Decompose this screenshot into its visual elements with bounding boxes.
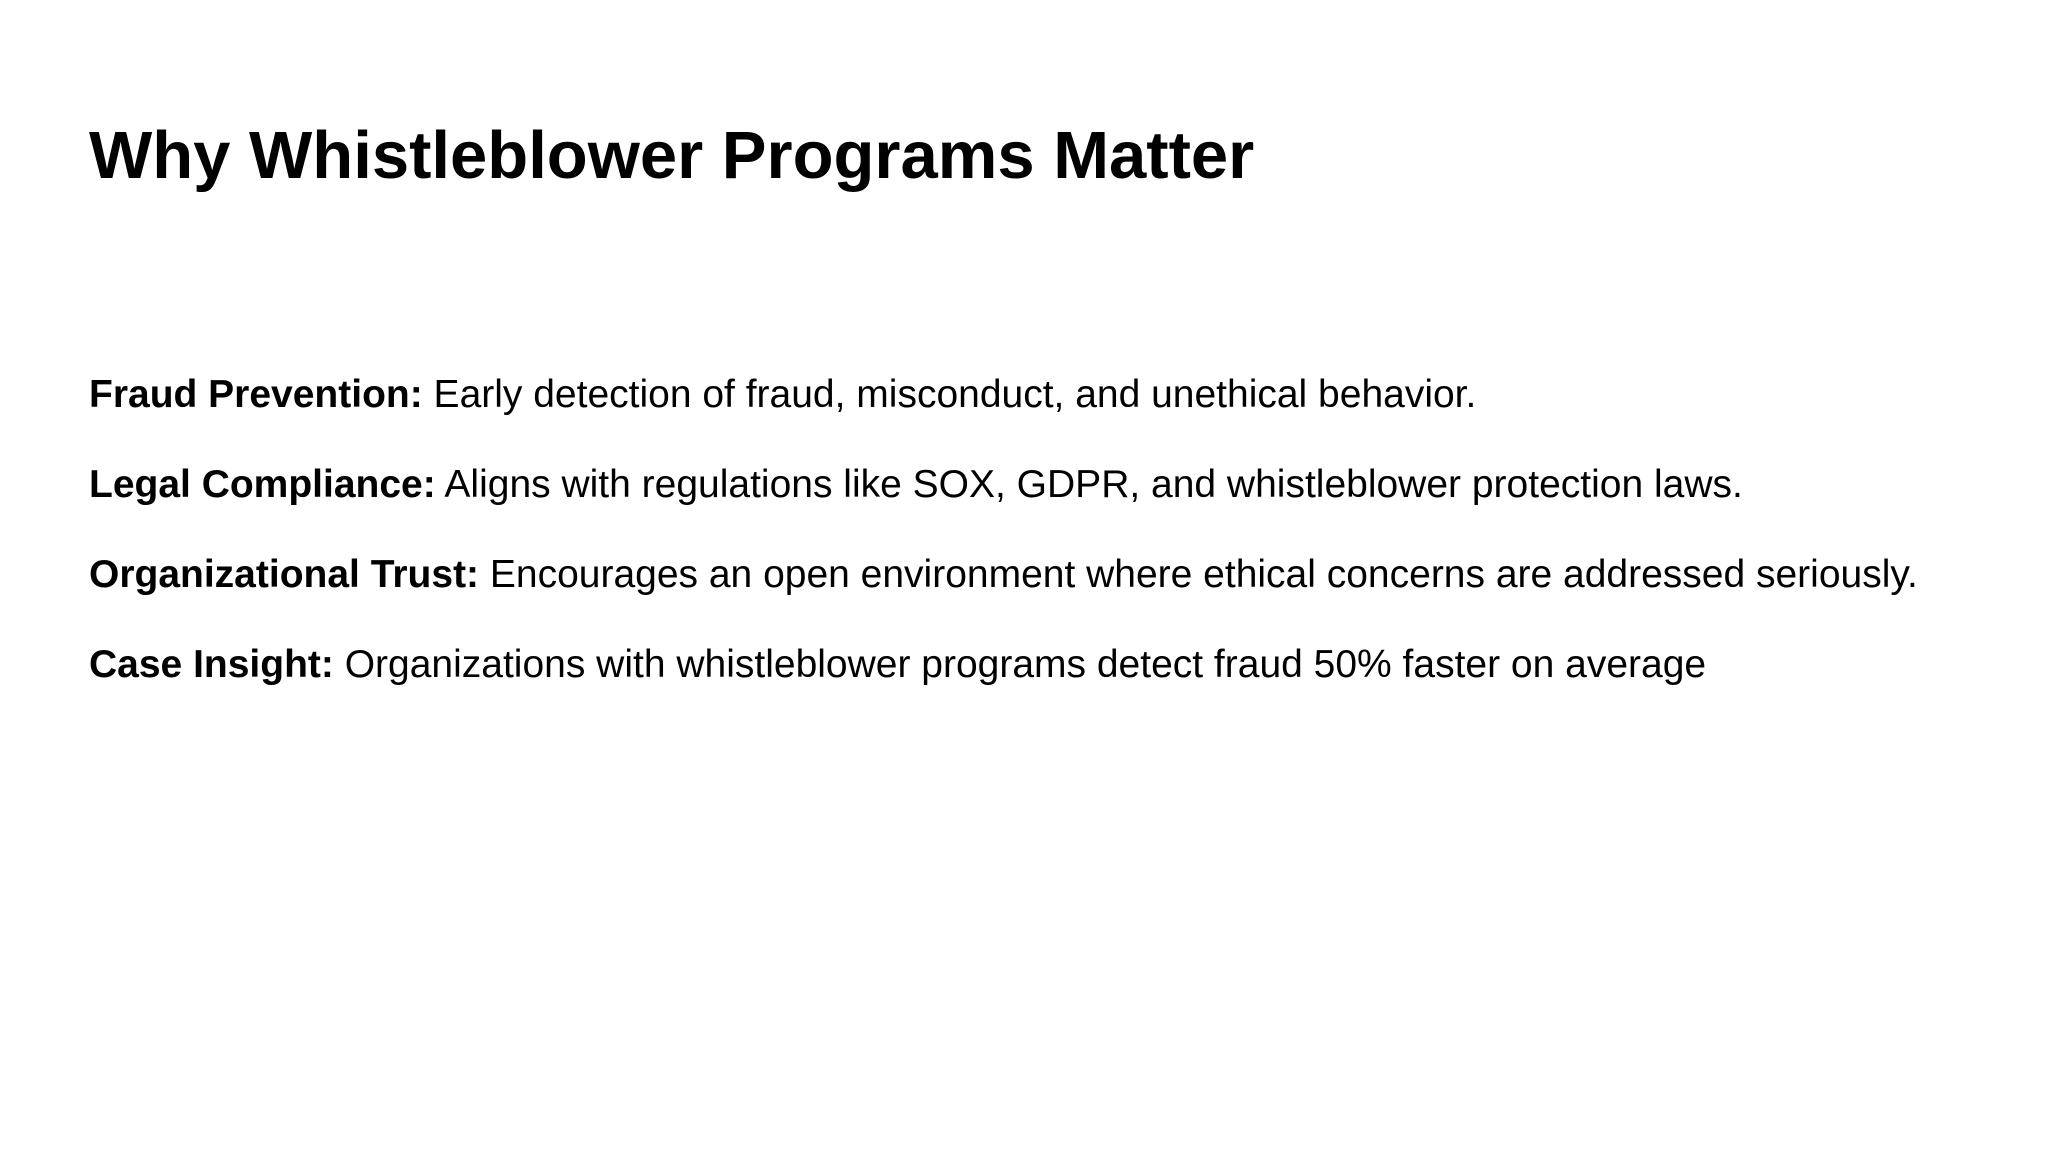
list-item-organizational-trust	[89, 552, 2029, 598]
list-item-text: Organizations with whistleblower programs detect fraud 50% faster on average	[333, 643, 1707, 686]
list-item-term: Legal Compliance:	[89, 463, 436, 506]
list-item-term: Fraud Prevention:	[89, 373, 423, 416]
list-item-text: Encourages an open environment where ethical concerns are addressed seriously.	[479, 553, 1918, 596]
list-item-fraud-prevention	[89, 372, 2029, 418]
list-item-text: Early detection of fraud, misconduct, and unethical behavior.	[422, 373, 1477, 416]
list-item-text: Aligns with regulations like SOX, GDPR, and whistleblower protection laws.	[435, 463, 1743, 506]
list-item-term: Organizational Trust:	[89, 553, 480, 596]
bullet-list	[89, 372, 2029, 732]
slide-title: Why Whistleblower Programs Matter	[89, 118, 1255, 193]
list-item-case-insight	[89, 642, 2029, 688]
list-item-term: Case Insight:	[89, 643, 334, 686]
list-item-legal-compliance	[89, 462, 2029, 508]
